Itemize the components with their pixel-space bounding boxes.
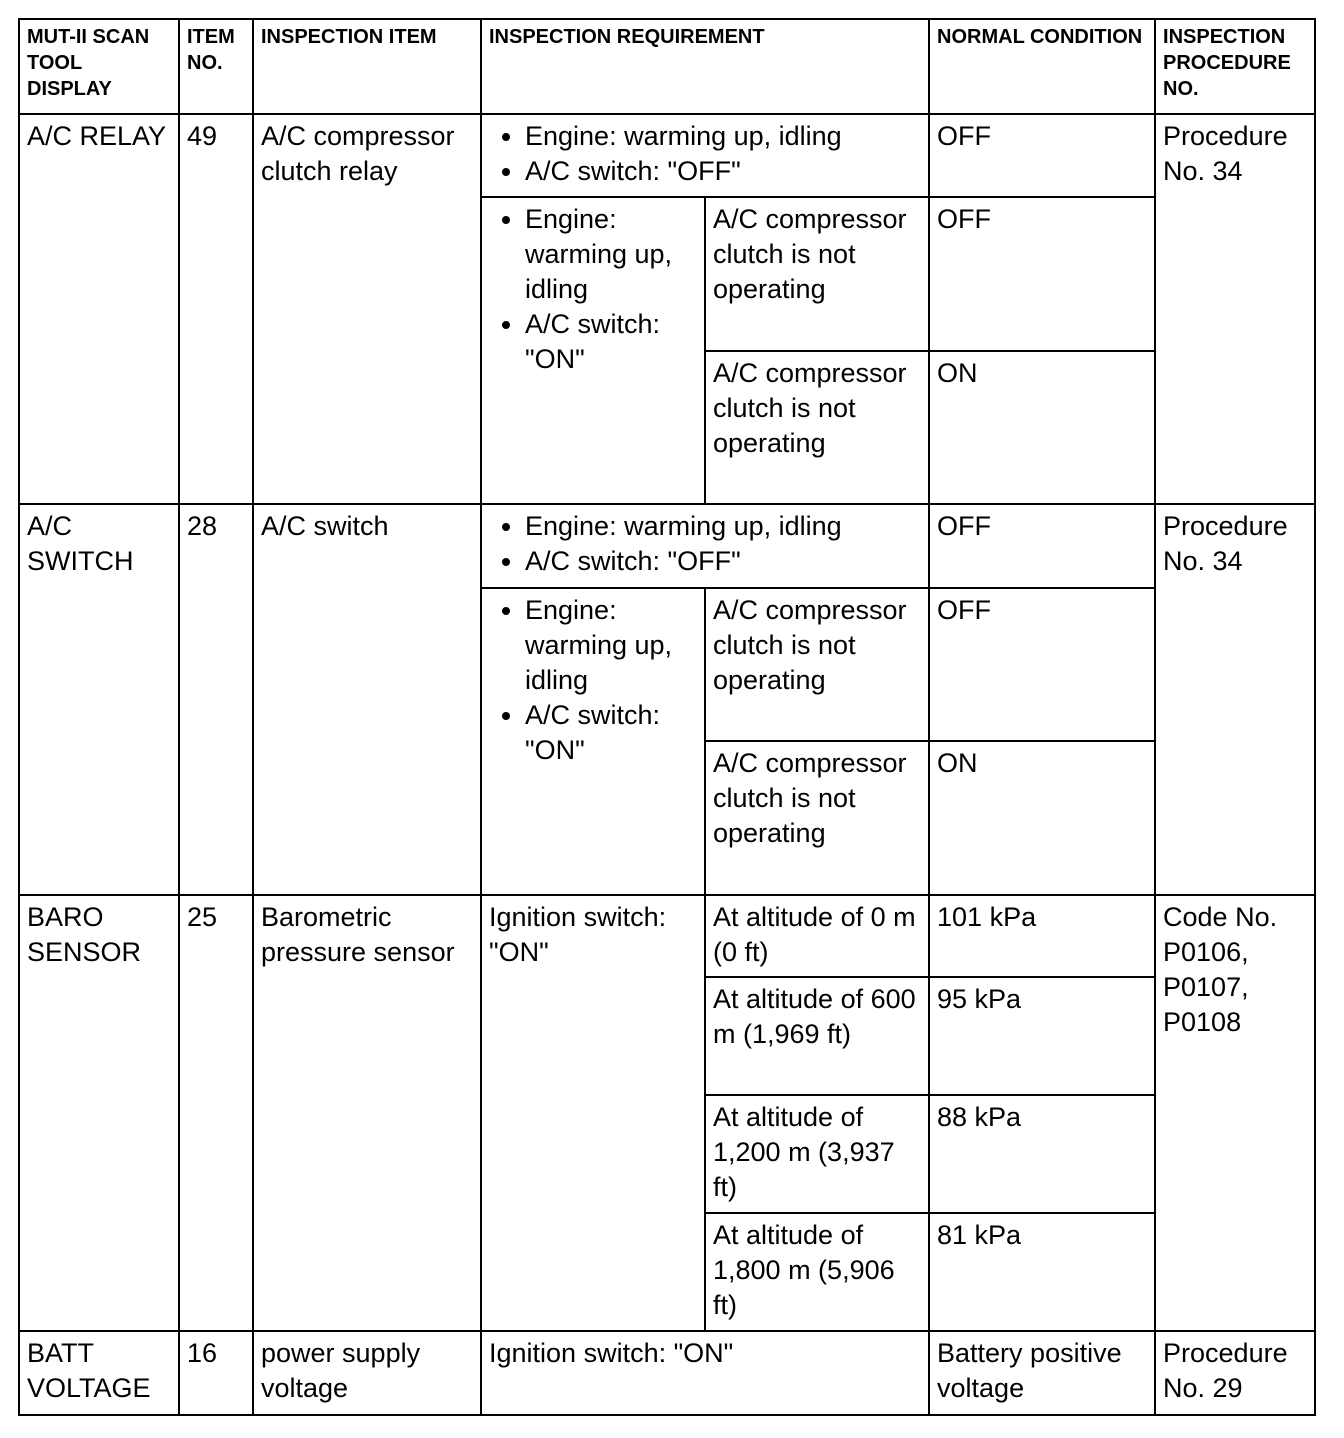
condition-cell: 101 kPa [929,895,1155,977]
condition-cell: OFF [929,197,1155,351]
condition-cell: OFF [929,114,1155,197]
header-normal-condition: NORMAL CONDITION [929,19,1155,114]
table-row [19,114,1315,197]
display-cell: A/C SWITCH [19,504,179,895]
requirement-bullet: • A/C switch: "OFF" [525,154,921,189]
procedure-cell: Procedure No. 29 [1155,1331,1315,1415]
sub-condition-cell: At altitude of 1,800 m (5,906 ft) [705,1213,929,1331]
procedure-cell: Procedure No. 34 [1155,114,1315,504]
condition-cell: ON [929,351,1155,504]
sub-condition-cell: At altitude of 1,200 m (3,937 ft) [705,1095,929,1213]
requirement-cell [481,197,705,504]
requirement-cell [481,504,929,588]
item-cell: power supply voltage [253,1331,481,1415]
procedure-cell: Code No. P0106, P0107, P0108 [1155,895,1315,1331]
condition-cell: OFF [929,588,1155,741]
sub-condition-cell: A/C compressor clutch is not operating [705,351,929,504]
condition-cell: ON [929,741,1155,895]
requirement-cell [481,588,705,895]
requirement-cell [481,114,929,197]
condition-cell: 81 kPa [929,1213,1155,1331]
sub-condition-cell: A/C compressor clutch is not operating [705,588,929,741]
requirement-bullet: • Engine: warming up, idling [525,202,697,307]
inspection-table [18,18,1316,1416]
header-row [19,19,1315,114]
condition-cell: 88 kPa [929,1095,1155,1213]
requirement-bullet: • Engine: warming up, idling [525,593,697,698]
sub-condition-cell: At altitude of 0 m (0 ft) [705,895,929,977]
header-inspection-requirement: INSPECTION REQUIREMENT [481,19,929,114]
item-no-cell: 49 [179,114,253,504]
header-inspection-item: INSPECTION ITEM [253,19,481,114]
item-no-cell: 25 [179,895,253,1331]
item-cell: A/C compressor clutch relay [253,114,481,504]
requirement-bullet: • Engine: warming up, idling [525,119,921,154]
header-item-no: ITEM NO. [179,19,253,114]
condition-cell: Battery positive voltage [929,1331,1155,1415]
item-no-cell: 16 [179,1331,253,1415]
header-display: MUT-II SCAN TOOL DISPLAY [19,19,179,114]
item-cell: A/C switch [253,504,481,895]
requirement-bullet: • A/C switch: "ON" [525,698,697,768]
display-cell: A/C RELAY [19,114,179,504]
requirement-cell: Ignition switch: "ON" [481,1331,929,1415]
table-row [19,1331,1315,1415]
item-no-cell: 28 [179,504,253,895]
header-procedure-no: INSPECTION PROCEDURE NO. [1155,19,1315,114]
requirement-bullet: • Engine: warming up, idling [525,509,921,544]
requirement-bullet: • A/C switch: "ON" [525,307,697,377]
condition-cell: 95 kPa [929,977,1155,1095]
sub-condition-cell: A/C compressor clutch is not operating [705,741,929,895]
item-cell: Barometric pressure sensor [253,895,481,1331]
table-row [19,504,1315,588]
sub-condition-cell: At altitude of 600 m (1,969 ft) [705,977,929,1095]
sub-condition-cell: A/C compressor clutch is not operating [705,197,929,351]
display-cell: BATT VOLTAGE [19,1331,179,1415]
requirement-cell: Ignition switch: "ON" [481,895,705,1331]
requirement-bullet: • A/C switch: "OFF" [525,544,921,579]
procedure-cell: Procedure No. 34 [1155,504,1315,895]
table-row [19,895,1315,977]
condition-cell: OFF [929,504,1155,588]
display-cell: BARO SENSOR [19,895,179,1331]
